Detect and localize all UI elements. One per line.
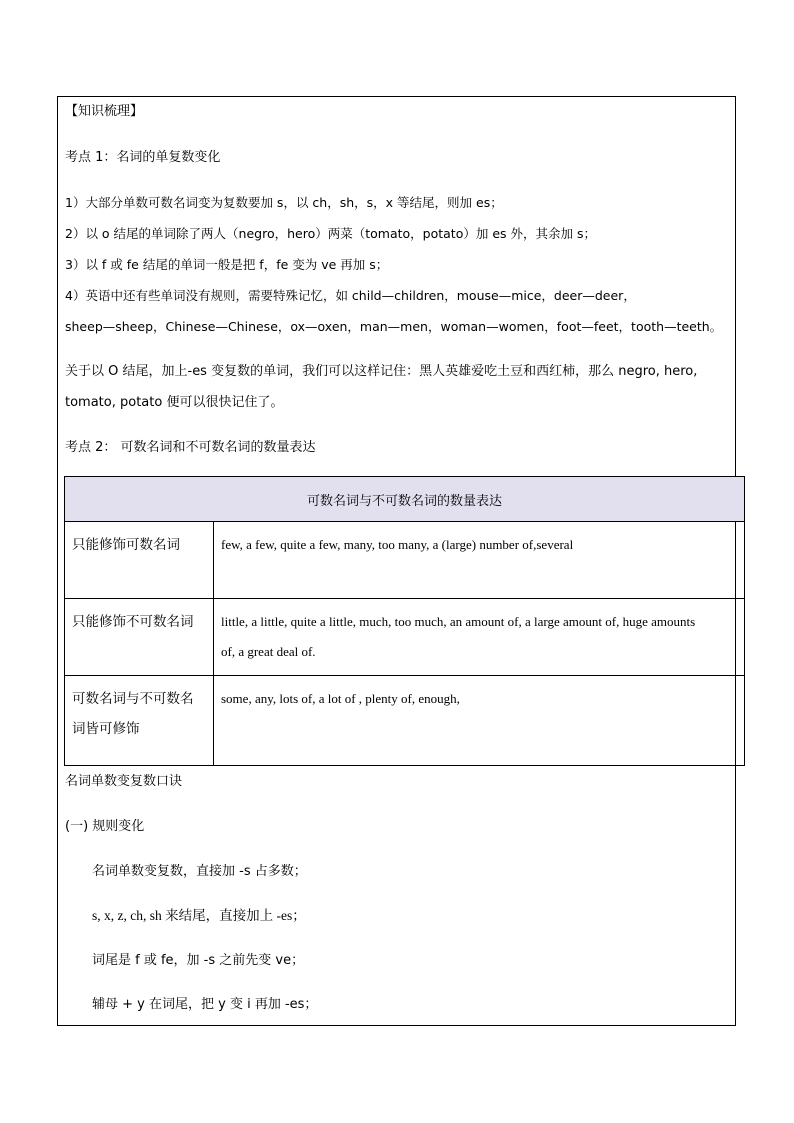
rhyme-line-4: 辅母 + y 在词尾，把 y 变 i 再加 -es； — [92, 997, 318, 1012]
row-label-text: 只能修饰可数名词 — [72, 537, 180, 553]
row-label-both — [65, 676, 214, 766]
row-value-countable — [214, 522, 745, 599]
point1-title: 考点 1：名词的单复数变化 — [65, 150, 221, 165]
table-row — [65, 599, 745, 676]
rule-4: 4）英语中还有些单词没有规则，需要特殊记忆，如 child—children，mouse—mice，deer—deer， — [65, 288, 636, 303]
rule-1: 1）大部分单数可数名词变为复数要加 s，以 ch，sh，s，x 等结尾，则加 es； — [65, 195, 503, 210]
row-value-line2: of, a great deal of. — [221, 644, 316, 659]
rhyme-line-2: s, x, z, ch, sh 来结尾，直接加上 -es； — [92, 908, 306, 923]
row-label-line1: 可数名词与不可数名 — [72, 691, 194, 707]
row-value-both — [214, 676, 745, 766]
rule-3: 3）以 f 或 fe 结尾的单词一般是把 f，fe 变为 ve 再加 s； — [65, 257, 389, 272]
table-row — [65, 676, 745, 766]
row-value-line1: little, a little, quite a little, much, too much, an amount of, a large amount of, huge amounts — [221, 614, 696, 629]
rhyme-title: 名词单数变复数口诀 — [65, 774, 183, 789]
table-header-row — [65, 477, 745, 522]
rhyme-line-1: 名词单数变复数，直接加 -s 占多数； — [92, 864, 307, 879]
table-header: 可数名词与不可数名词的数量表达 — [65, 477, 745, 522]
rhyme-subtitle: (一) 规则变化 — [65, 819, 145, 834]
row-label-line2: 词皆可修饰 — [72, 721, 140, 737]
row-value-text: few, a few, quite a few, many, too many, a (large) number of,several — [221, 537, 574, 552]
row-label-text: 只能修饰不可数名词 — [72, 614, 194, 630]
rule-4-continued: sheep—sheep，Chinese—Chinese，ox—oxen，man—men，woman—women，foot—feet，tooth—teeth。 — [65, 319, 723, 334]
mnemonic-note-line1: 关于以 O 结尾，加上-es 变复数的单词，我们可以这样记住：黑人英雄爱吃土豆和西红柿，那么 negro, hero, — [65, 364, 698, 379]
point2-title: 考点 2： 可数名词和不可数名词的数量表达 — [65, 440, 316, 455]
row-label-uncountable — [65, 599, 214, 676]
table-row — [65, 522, 745, 599]
row-value-uncountable — [214, 599, 745, 676]
quantity-expression-table — [64, 476, 745, 766]
mnemonic-note-line2: tomato, potato 便可以很快记住了。 — [65, 395, 284, 410]
section-heading: 【知识梳理】 — [65, 104, 144, 119]
row-value-text: some, any, lots of, a lot of , plenty of, enough, — [221, 691, 460, 706]
row-label-countable — [65, 522, 214, 599]
rhyme-line-3: 词尾是 f 或 fe，加 -s 之前先变 ve； — [92, 953, 305, 968]
rule-2: 2）以 o 结尾的单词除了两人（negro，hero）两菜（tomato，potato）加 es 外，其余加 s； — [65, 226, 596, 241]
